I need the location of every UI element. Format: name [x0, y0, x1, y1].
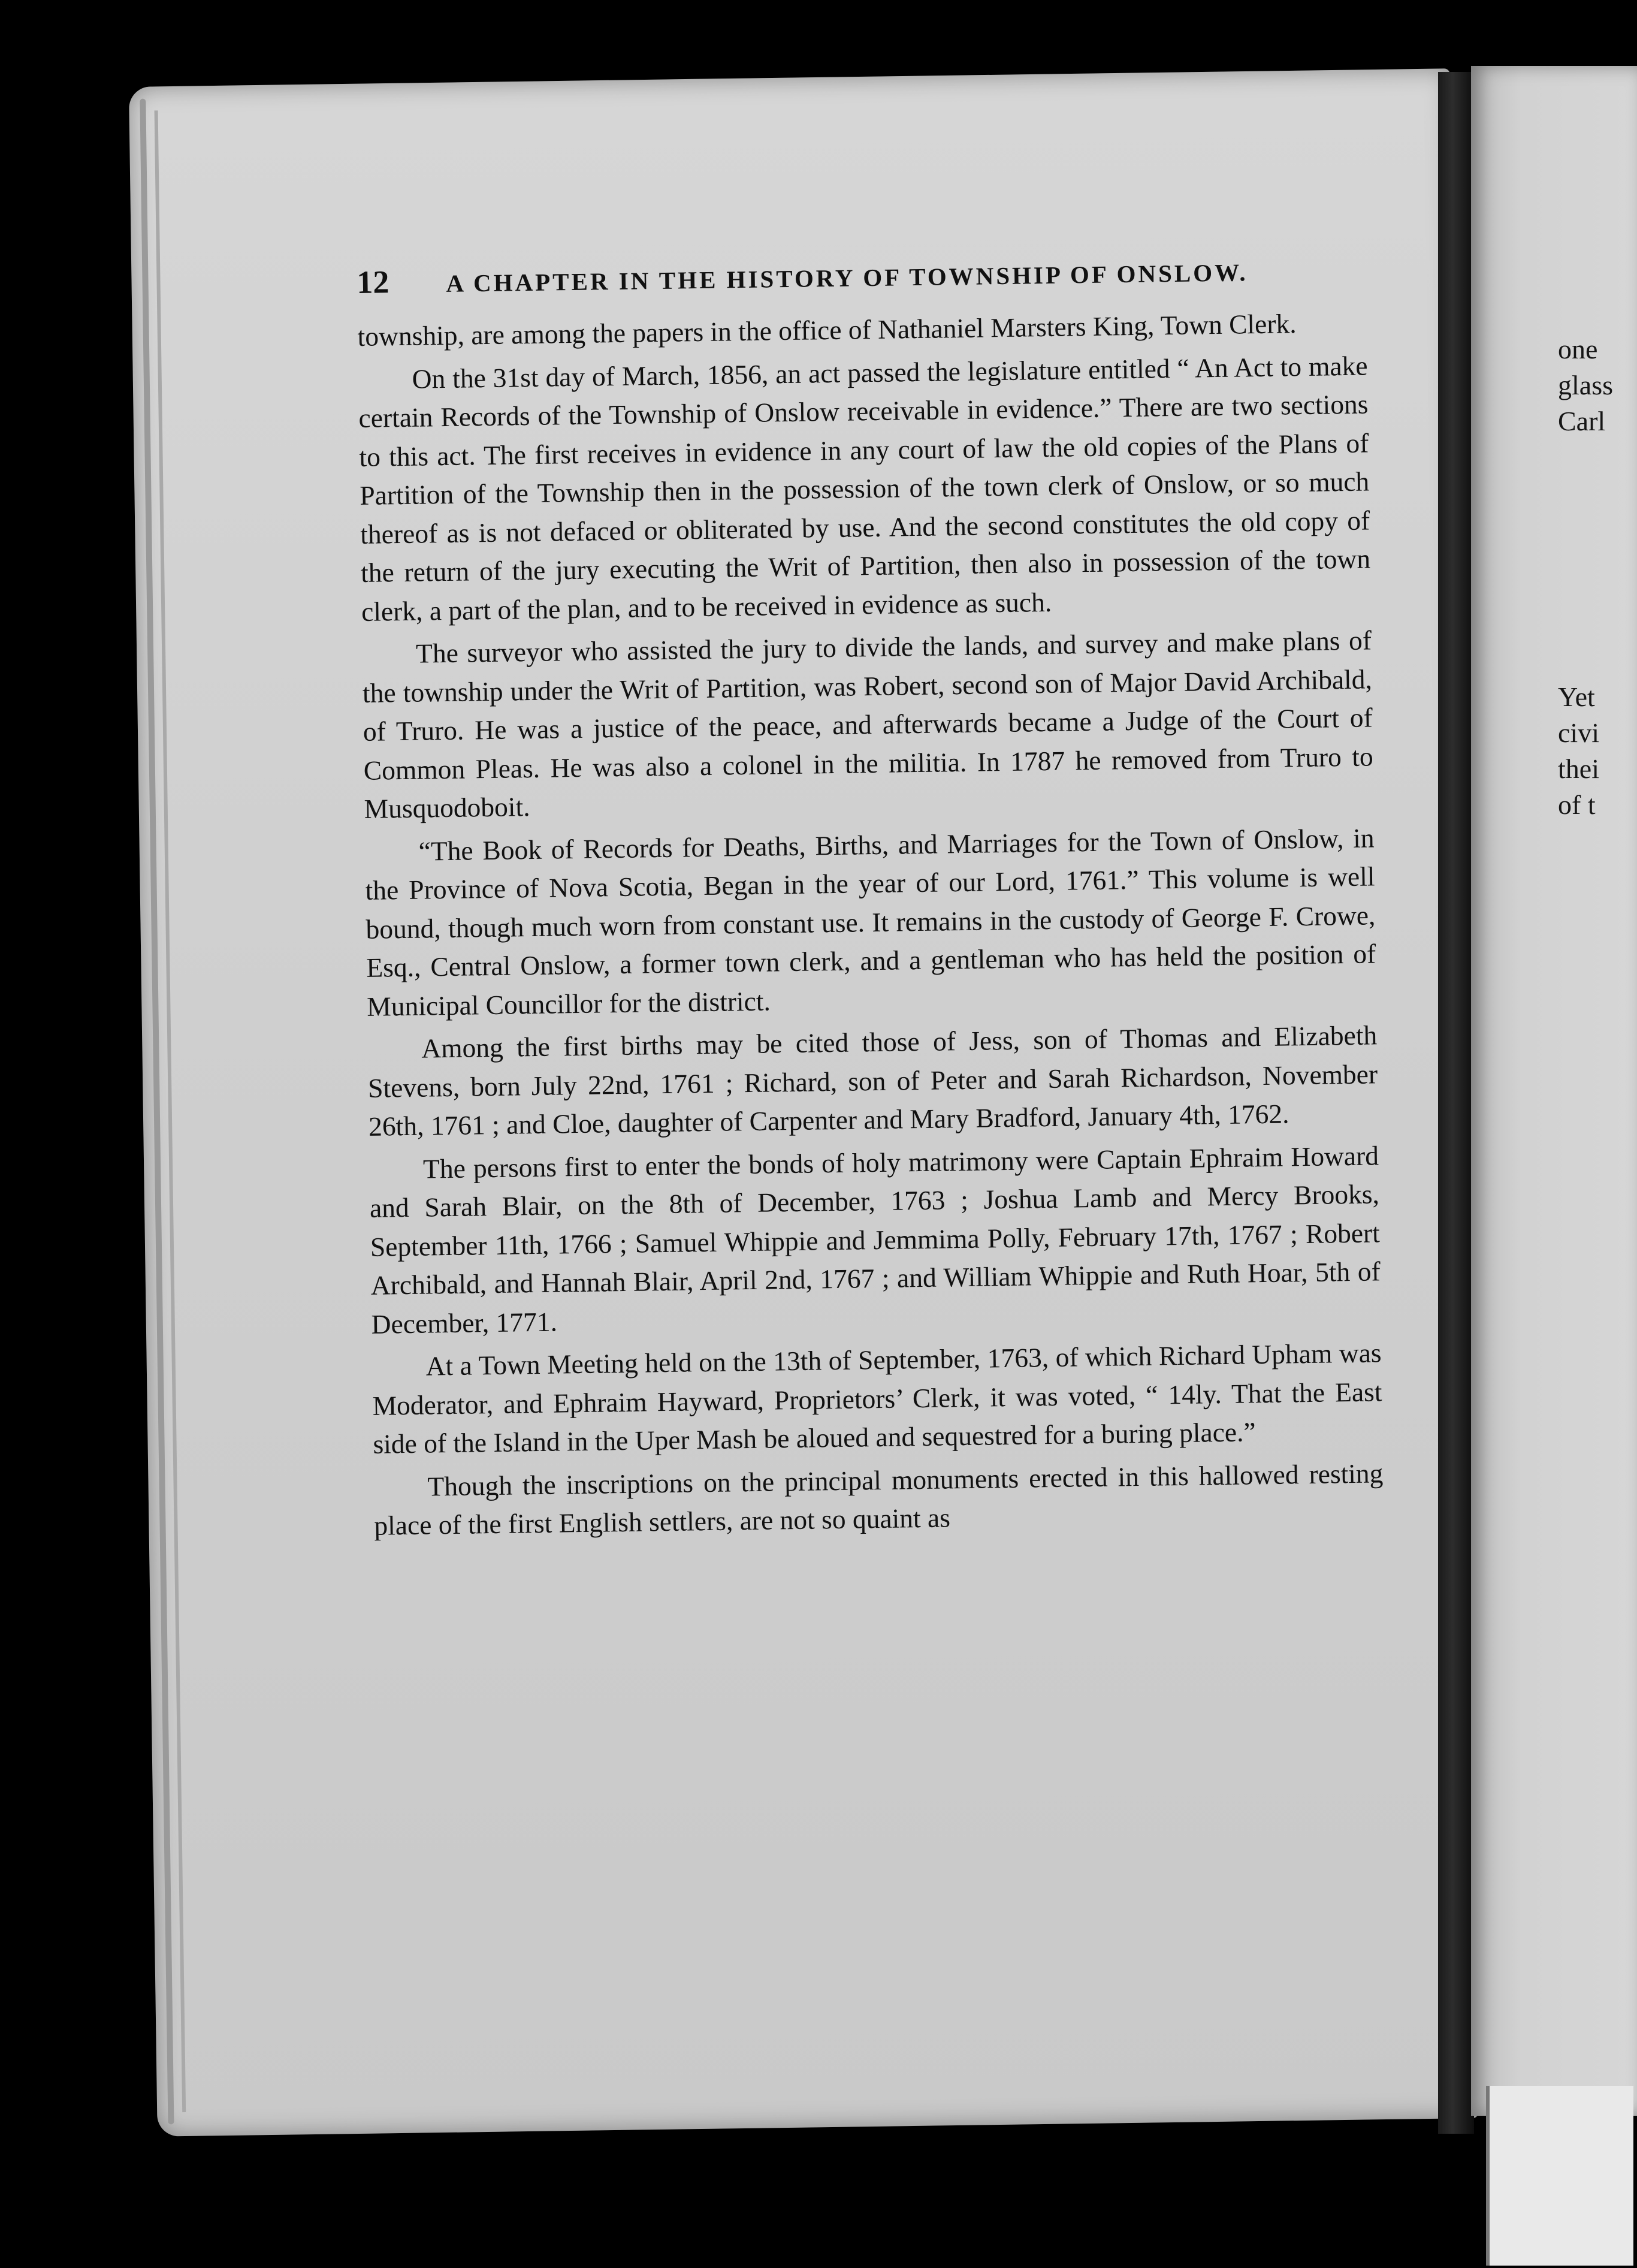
binding-label-patch [1486, 2086, 1633, 2266]
paragraph: The persons first to enter the bonds of holy matrimony were Captain Ephraim Howard and Sarah Blair, on the 8th of December, 1763 ; Joshua Lamb and Mercy Brooks, September 11th, 1766 ; Samuel Whippie and Jemmima Polly, February 17th, 1767 ; Robert Archibald, and Hannah Blair, April 2nd, 1767 ; and William Whippie and Ruth Hoar, 5th of December, 1771. [369, 1139, 1381, 1340]
book-gutter [1438, 72, 1474, 2134]
right-page-fragment: civi [1558, 717, 1599, 748]
page-number: 12 [357, 264, 389, 300]
running-title: A CHAPTER IN THE HISTORY OF TOWNSHIP OF ONSLOW. [446, 258, 1248, 297]
paragraph: township, are among the papers in the office of Nathaniel Marsters King, Town Clerk. [357, 308, 1297, 352]
paragraph: “The Book of Records for Deaths, Births, and Marriages for the Town of Onslow, in the Province of Nova Scotia, Began in the year of our Lord, 1761.” This volume is well bound, though much worn from constant use. It remains in the custody of George F. Crowe, Esq., Central Onslow, a former town clerk, and a gentleman who has held the position of Municipal Councillor for the district. [365, 822, 1376, 1022]
paragraph: Though the inscriptions on the principal monuments erected in this hallowed resting place of the first English settlers, are not so quaint as [374, 1457, 1384, 1541]
right-page-fragment: thei [1558, 753, 1599, 784]
paragraph: Among the first births may be cited those of Jess, son of Thomas and Elizabeth Stevens, born July 22nd, 1761 ; Richard, son of Peter and Sarah Richardson, November 26th, 1761 ; and Cloe, daughter of Carpenter and Mary Bradford, January 4th, 1762. [367, 1020, 1378, 1142]
paragraph: At a Town Meeting held on the 13th of September, 1763, of which Richard Upham was Moderator, and Ephraim Hayward, Proprietors’ Clerk, it was voted, “ 14ly. That the East side of the Island in the Uper Mash be aloued and sequestred for a buring place.” [372, 1337, 1382, 1459]
right-page-fragment: glass [1558, 370, 1613, 400]
right-page-fragment: one [1558, 334, 1598, 364]
right-page-fragment: Yet [1558, 681, 1595, 712]
page-text-block [357, 249, 1384, 1549]
right-page-fragment: Carl [1558, 406, 1606, 436]
paragraph: The surveyor who assisted the jury to divide the lands, and survey and make plans of the township under the Writ of Partition, was Robert, second son of Major David Archibald, of Truro. He was a justice of the peace, and afterwards became a Judge of the Court of Common Pleas. He was also a colonel in the militia. In 1787 he removed from Truro to Musquodoboit. [362, 625, 1373, 824]
right-page-fragment: of t [1558, 789, 1596, 820]
paragraph: On the 31st day of March, 1856, an act passed the legislature entitled “ An Act to make certain Records of the Township of Onslow receivable in evidence.” There are two sections to this act. The first receives in evidence in any court of law the old copies of the Plans of Partition of the Township then in the possession of the town clerk of Onslow, or so much thereof as is not defaced or obliterated by use. And the second constitutes the old copy of the return of the jury executing the Writ of Partition, then also in possession of the town clerk, a part of the plan, and to be received in evidence as such. [358, 349, 1371, 627]
